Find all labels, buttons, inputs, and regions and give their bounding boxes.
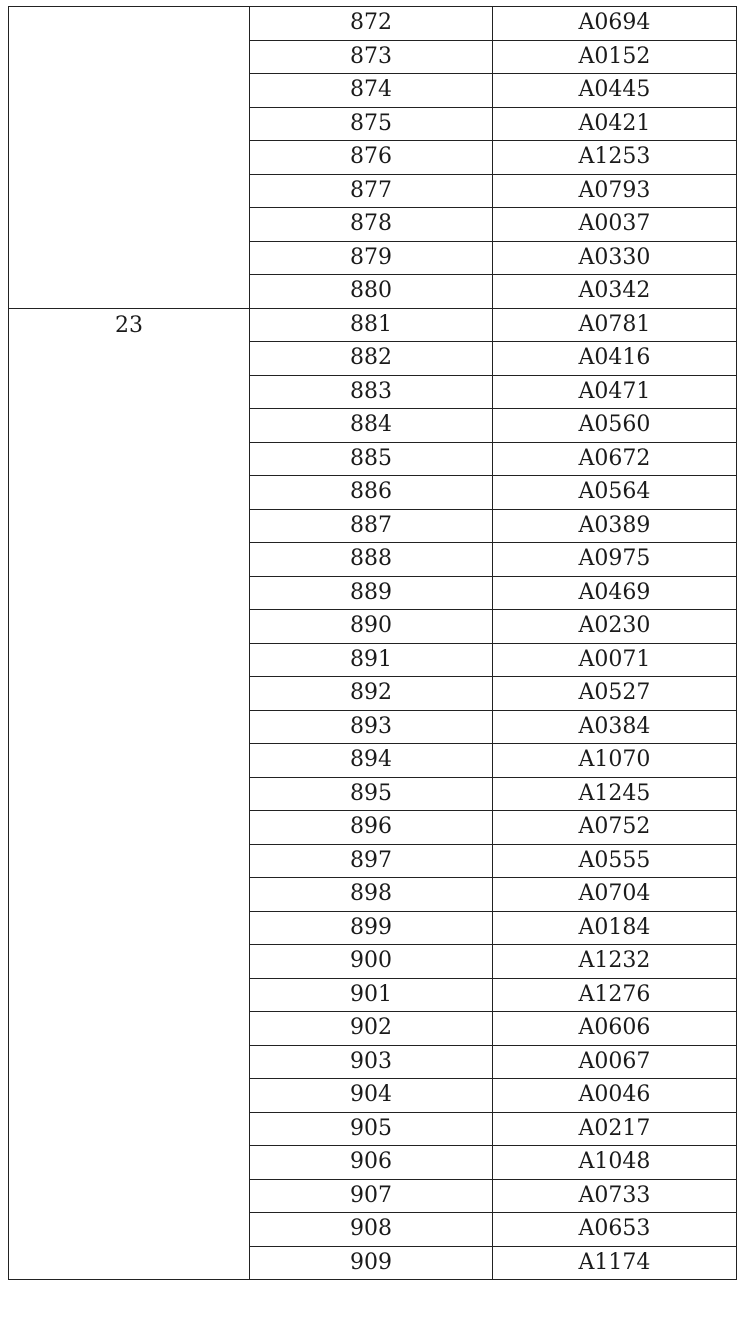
code-cell: A0733 [493, 1179, 737, 1213]
number-cell: 889 [250, 576, 493, 610]
number-cell: 907 [250, 1179, 493, 1213]
number-cell: 881 [250, 308, 493, 342]
number-cell: 908 [250, 1213, 493, 1247]
code-cell: A1070 [493, 744, 737, 778]
number-cell: 909 [250, 1246, 493, 1280]
number-cell: 878 [250, 208, 493, 242]
number-cell: 875 [250, 107, 493, 141]
code-cell: A1232 [493, 945, 737, 979]
code-cell: A0527 [493, 677, 737, 711]
code-cell: A0653 [493, 1213, 737, 1247]
code-cell: A0342 [493, 275, 737, 309]
table-body [9, 7, 737, 1280]
code-cell: A0469 [493, 576, 737, 610]
number-cell: 901 [250, 978, 493, 1012]
number-cell: 874 [250, 74, 493, 108]
code-cell: A1253 [493, 141, 737, 175]
group-cell [9, 7, 250, 309]
number-cell: 890 [250, 610, 493, 644]
number-cell: 888 [250, 543, 493, 577]
code-cell: A0071 [493, 643, 737, 677]
table-row [9, 308, 737, 342]
number-cell: 897 [250, 844, 493, 878]
code-cell: A1276 [493, 978, 737, 1012]
number-cell: 905 [250, 1112, 493, 1146]
code-cell: A0781 [493, 308, 737, 342]
code-cell: A0793 [493, 174, 737, 208]
code-cell: A0067 [493, 1045, 737, 1079]
code-cell: A0330 [493, 241, 737, 275]
number-cell: 891 [250, 643, 493, 677]
number-cell: 882 [250, 342, 493, 376]
number-cell: 872 [250, 7, 493, 41]
number-cell: 894 [250, 744, 493, 778]
code-cell: A0416 [493, 342, 737, 376]
number-cell: 904 [250, 1079, 493, 1113]
code-cell: A0560 [493, 409, 737, 443]
number-cell: 884 [250, 409, 493, 443]
number-cell: 899 [250, 911, 493, 945]
number-cell: 893 [250, 710, 493, 744]
code-cell: A0421 [493, 107, 737, 141]
group-cell [9, 308, 250, 1280]
code-cell: A0555 [493, 844, 737, 878]
number-cell: 900 [250, 945, 493, 979]
code-cell: A0037 [493, 208, 737, 242]
number-cell: 873 [250, 40, 493, 74]
code-cell: A0445 [493, 74, 737, 108]
number-cell: 895 [250, 777, 493, 811]
code-cell: A0384 [493, 710, 737, 744]
number-cell: 877 [250, 174, 493, 208]
number-cell: 886 [250, 476, 493, 510]
number-cell: 883 [250, 375, 493, 409]
code-cell: A0230 [493, 610, 737, 644]
number-cell: 876 [250, 141, 493, 175]
number-cell: 896 [250, 811, 493, 845]
code-cell: A1174 [493, 1246, 737, 1280]
code-cell: A0752 [493, 811, 737, 845]
code-cell: A1245 [493, 777, 737, 811]
code-cell: A0471 [493, 375, 737, 409]
code-cell: A0564 [493, 476, 737, 510]
data-table [8, 6, 737, 1280]
code-cell: A0046 [493, 1079, 737, 1113]
number-cell: 879 [250, 241, 493, 275]
number-cell: 902 [250, 1012, 493, 1046]
code-cell: A0975 [493, 543, 737, 577]
code-cell: A0389 [493, 509, 737, 543]
number-cell: 885 [250, 442, 493, 476]
code-cell: A0217 [493, 1112, 737, 1146]
code-cell: A0184 [493, 911, 737, 945]
code-cell: A0694 [493, 7, 737, 41]
group-label: 23 [115, 312, 143, 338]
group-label [9, 7, 249, 13]
table-row [9, 7, 737, 41]
number-cell: 898 [250, 878, 493, 912]
code-cell: A0606 [493, 1012, 737, 1046]
number-cell: 903 [250, 1045, 493, 1079]
number-cell: 880 [250, 275, 493, 309]
number-cell: 892 [250, 677, 493, 711]
code-cell: A0672 [493, 442, 737, 476]
code-cell: A0152 [493, 40, 737, 74]
number-cell: 906 [250, 1146, 493, 1180]
code-cell: A0704 [493, 878, 737, 912]
code-cell: A1048 [493, 1146, 737, 1180]
number-cell: 887 [250, 509, 493, 543]
